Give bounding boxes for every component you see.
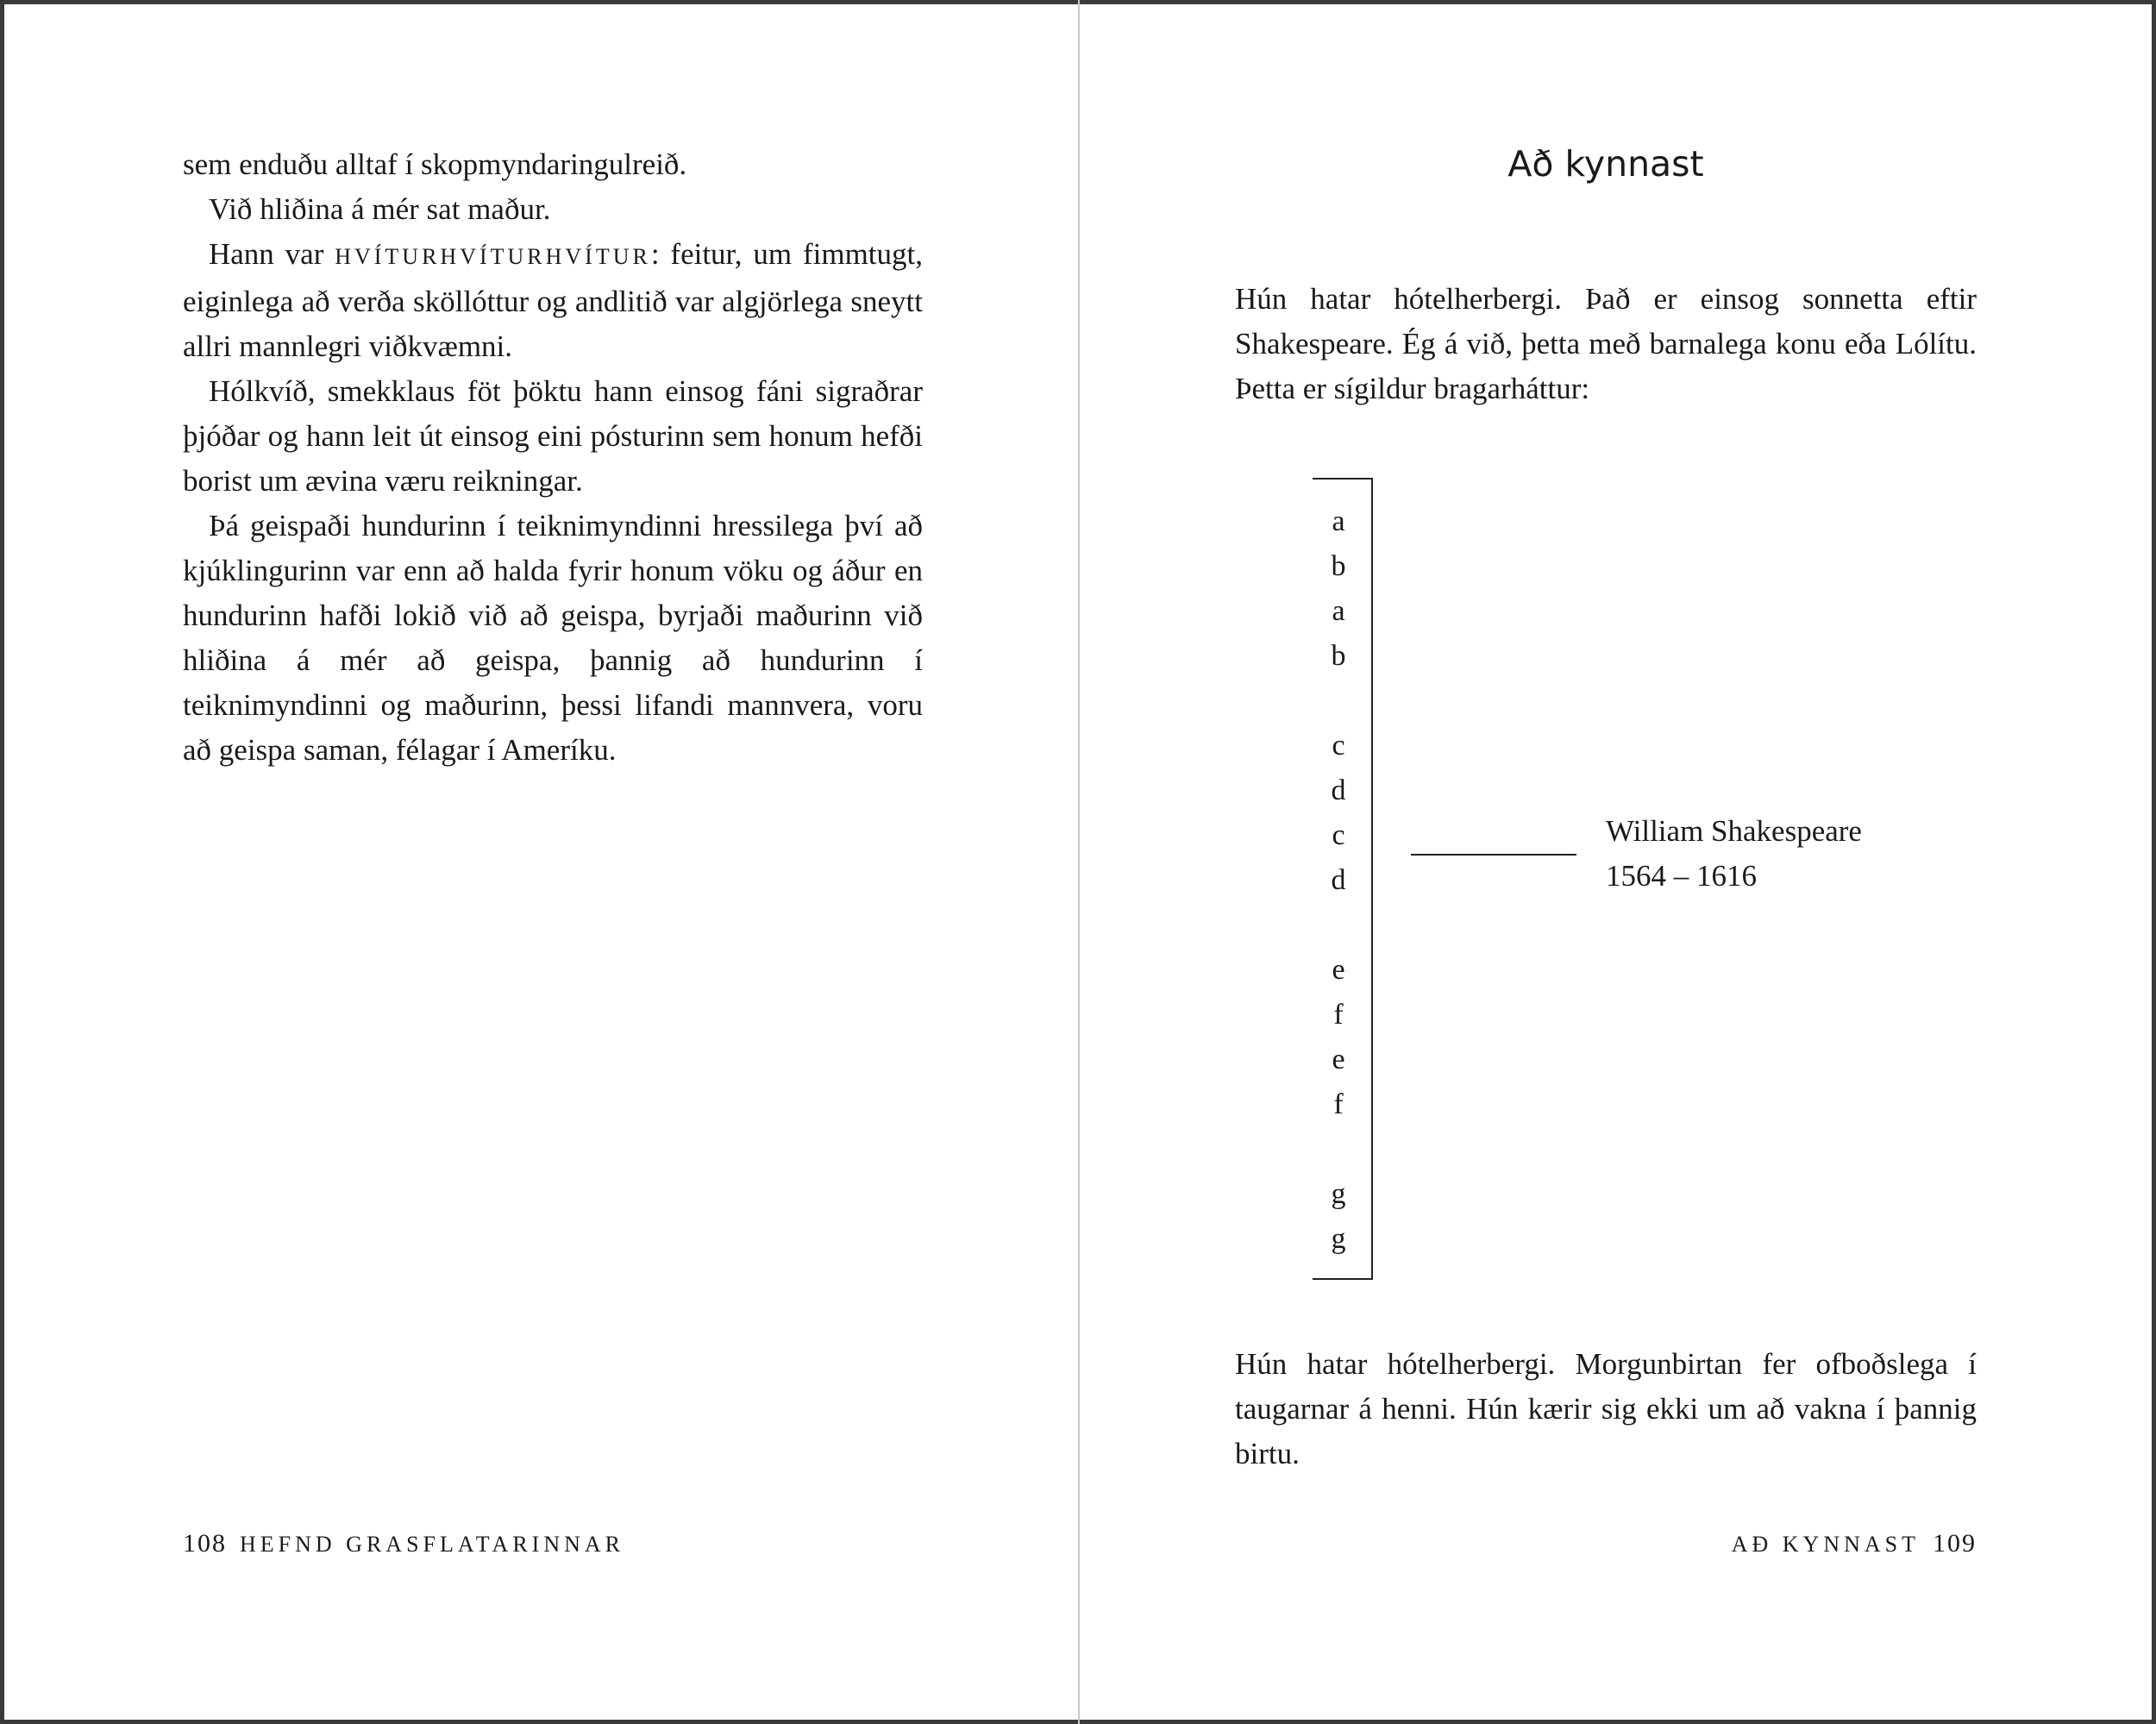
paragraph [1235, 277, 1977, 411]
paragraph [1235, 1342, 1977, 1476]
rhyme-letter: a [1332, 505, 1345, 537]
paragraph-text: : feitur, um fimmtugt, eiginlega að verða sköllóttur og andlitið var algjörlega sneytt allri mannlegri viðkvæmni. [183, 237, 923, 363]
author-dates: 1564 – 1616 [1606, 859, 1757, 893]
rhyme-letter: e [1332, 1044, 1345, 1075]
rhyme-letter: e [1332, 954, 1345, 986]
rhyme-letter: g [1331, 1223, 1346, 1255]
author-attribution [1606, 809, 1862, 899]
paragraph: sem enduðu alltaf í skopmyndaringulreið. [183, 147, 687, 181]
chapter-title: Að kynnast [1507, 143, 1704, 185]
rhyme-letter: c [1332, 819, 1345, 851]
paragraph [183, 232, 923, 369]
rhyme-letter: b [1331, 640, 1346, 672]
rhyme-letter: d [1331, 864, 1346, 896]
smallcaps-text: HVÍTURHVÍTURHVÍTUR [335, 244, 651, 269]
rhyme-letter: d [1331, 774, 1346, 806]
rhyme-letter: f [1333, 1088, 1344, 1120]
paragraph-text: Hún hatar hótelherbergi. Morgunbirtan fer ofboðslega í taugarnar á henni. Hún kærir sig ekki um að vakna í þannig birtu. [1235, 1347, 1977, 1470]
rhyme-letter: f [1333, 999, 1344, 1031]
page-number: 109 [1933, 1529, 1977, 1558]
left-page [183, 0, 923, 1724]
left-page-body [183, 142, 923, 773]
left-footer [183, 1527, 624, 1562]
running-title: AÐ KYNNAST [1731, 1532, 1920, 1557]
paragraph: Við hliðina á mér sat maður. [209, 192, 551, 226]
rhyme-letter: c [1332, 730, 1345, 762]
book-gutter [1078, 0, 1080, 1724]
rhyme-letter: g [1331, 1178, 1346, 1210]
right-footer [1732, 1527, 1977, 1562]
running-title: HEFND GRASFLATARINNAR [240, 1532, 625, 1557]
paragraph-text: Hann var [209, 237, 335, 271]
rhyme-letter: a [1332, 595, 1345, 627]
page-number: 108 [183, 1529, 227, 1558]
paragraph-text: Hún hatar hótelherbergi. Það er einsog sonnetta eftir Shakespeare. Ég á við, þetta með barnalega konu eða Lólítu. Þetta er sígildur bragarháttur: [1235, 282, 1977, 405]
connector-line [1411, 854, 1576, 856]
paragraph: Þá geispaði hundurinn í teiknimyndinni hressilega því að kjúklingurinn var enn að halda fyrir honum vöku og áður en hundurinn hafði lokið við að geispa, byrjaði maðurinn við hliðina á mér að geispa, þannig að hundurinn í teiknimyndinni og maðurinn, þessi lifandi mannvera, voru að geispa saman, félagar í Ameríku. [183, 509, 923, 767]
rhyme-letter: b [1331, 550, 1346, 582]
paragraph: Hólkvíð, smekklaus föt þöktu hann einsog fáni sigraðrar þjóðar og hann leit út einsog eini pósturinn sem honum hefði borist um ævina væru reikningar. [183, 374, 923, 498]
author-name: William Shakespeare [1606, 814, 1862, 848]
